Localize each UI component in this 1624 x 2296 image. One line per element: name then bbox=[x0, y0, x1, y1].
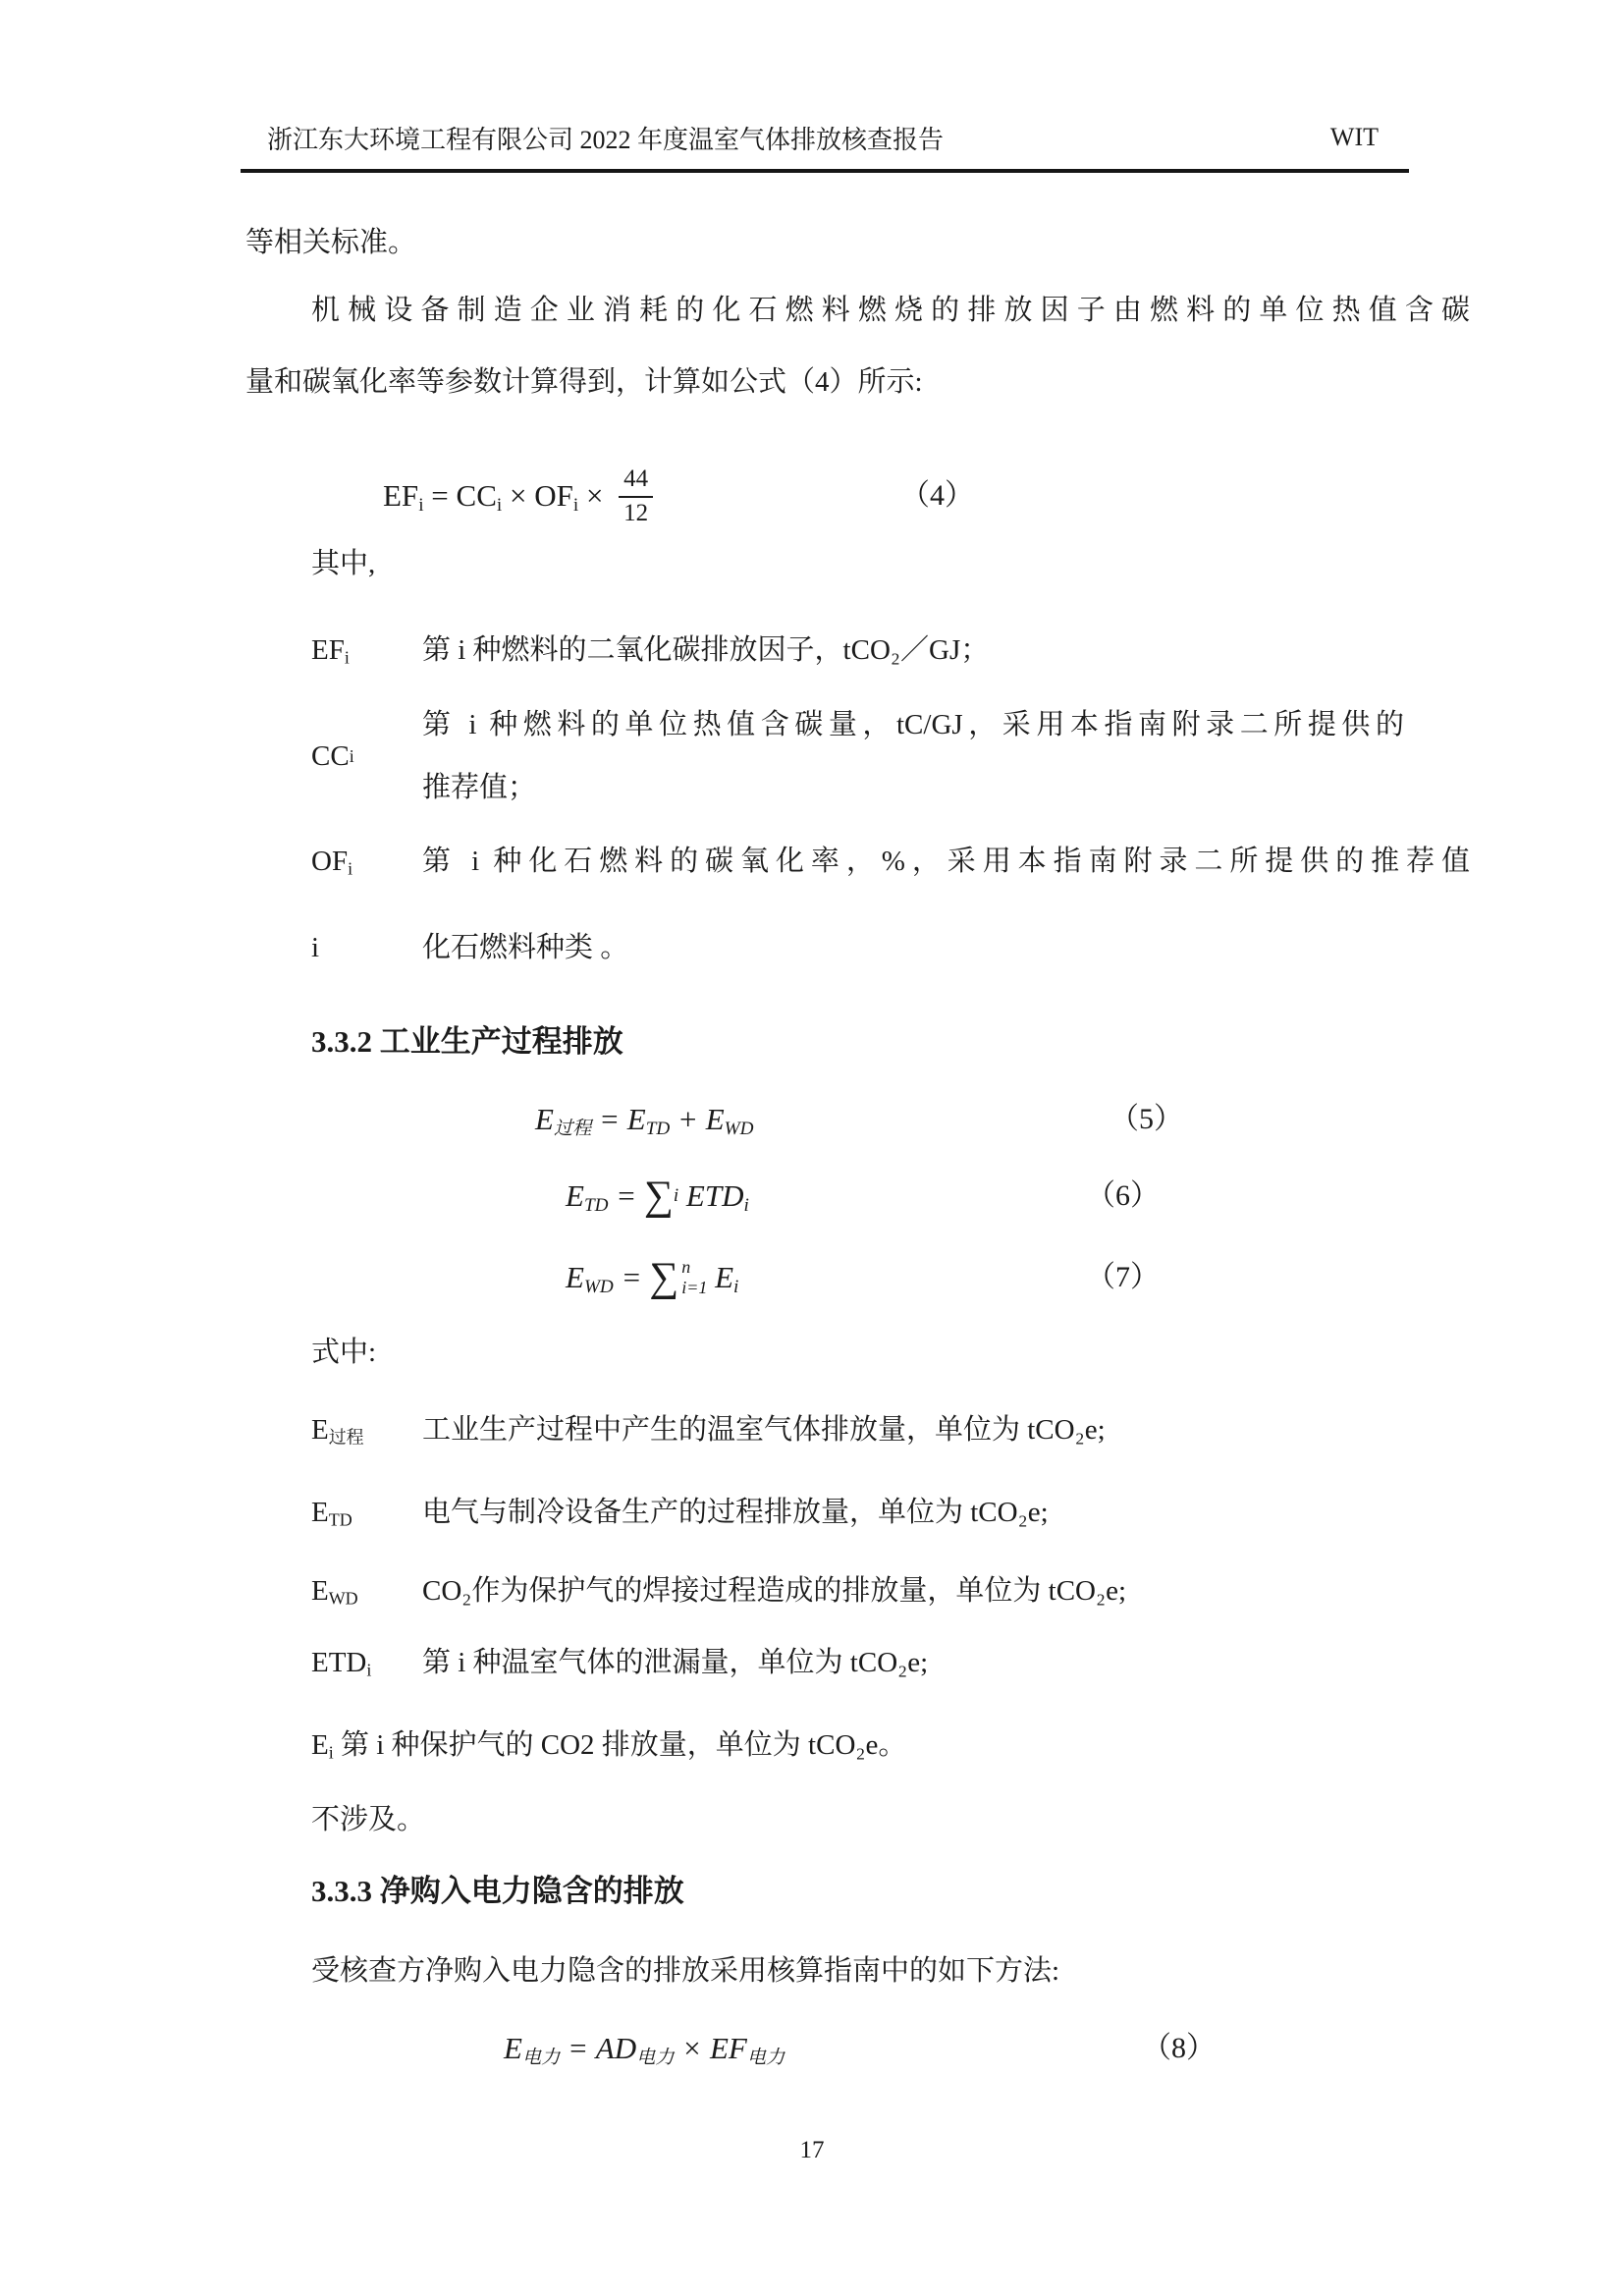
sum-symbol: ∑ i bbox=[643, 1173, 679, 1219]
shizhong-line bbox=[245, 1313, 1470, 1392]
definition-text: 工业生产过程中产生的温室气体排放量，单位为 tCO₂e; bbox=[422, 1414, 1106, 1446]
formula-4-sub: i bbox=[496, 494, 503, 516]
label-base: E bbox=[311, 1414, 329, 1446]
formula-4-sub: i bbox=[572, 494, 579, 516]
section-heading-text: 3.3.3 净购入电力隐含的排放 bbox=[311, 1874, 684, 1908]
label-sub: i bbox=[348, 858, 353, 879]
label-base: OF bbox=[311, 846, 349, 877]
formula-4-term: EF bbox=[383, 478, 419, 513]
formula-6-sub: TD bbox=[583, 1194, 609, 1216]
definition-label bbox=[311, 1391, 422, 1469]
header-rule bbox=[241, 169, 1409, 173]
formula-6 bbox=[245, 1157, 1404, 1235]
fraction-denominator: 12 bbox=[623, 499, 649, 526]
section-heading-text: 3.3.2 工业生产过程排放 bbox=[311, 1024, 623, 1059]
formula-5-term: E bbox=[535, 1102, 554, 1136]
among-text: 其中, bbox=[311, 548, 376, 579]
definition-text: 第 i 种保护气的 CO2 排放量，单位为 tCO₂e。 bbox=[340, 1729, 907, 1761]
label-base: E bbox=[311, 1729, 329, 1761]
formula-7-term: E bbox=[566, 1260, 584, 1294]
definition-text-line1: 第 i 种燃料的单位热值含碳量，tC/GJ，采用本指南附录二所提供的 bbox=[422, 709, 1404, 740]
definition-row-ewd bbox=[245, 1552, 1470, 1630]
shizhong-text: 式中: bbox=[311, 1337, 377, 1368]
not-involved-text: 不涉及。 bbox=[311, 1804, 426, 1835]
among-line bbox=[245, 524, 1470, 603]
formula-4-term: × bbox=[578, 478, 612, 513]
formula-8-number: （8） bbox=[1142, 2032, 1216, 2064]
formula-6-number: （6） bbox=[1086, 1179, 1160, 1212]
formula-8-term: E bbox=[504, 2031, 522, 2065]
definition-text-line2: 推荐值； bbox=[422, 772, 537, 803]
formula-4-term: × OF bbox=[502, 478, 573, 513]
header-mark: WIT bbox=[1329, 123, 1379, 151]
definition-text: CO₂作为保护气的焊接过程造成的排放量，单位为 tCO₂e; bbox=[422, 1575, 1127, 1607]
formula-5-sub: TD bbox=[645, 1118, 671, 1139]
formula-6-term: = bbox=[608, 1178, 644, 1213]
definition-row-etd bbox=[245, 1473, 1470, 1552]
definition-text: 电气与制冷设备生产的过程排放量，单位为 tCO₂e; bbox=[422, 1497, 1049, 1528]
label-sub: i bbox=[328, 1742, 334, 1763]
formula-5-expression bbox=[535, 1080, 754, 1159]
page-header bbox=[267, 116, 1379, 159]
sigma-glyph: ∑ bbox=[643, 1173, 674, 1219]
definition-text: 第 i 种温室气体的泄漏量，单位为 tCO₂e; bbox=[422, 1647, 929, 1678]
paragraph1-line1 bbox=[245, 271, 1470, 350]
label-sub: i bbox=[366, 1660, 372, 1680]
definition-row-etdi bbox=[245, 1623, 1470, 1702]
formula-7-expression bbox=[566, 1238, 738, 1317]
formula-7-term: E bbox=[707, 1260, 734, 1294]
paragraph1-line2-text: 量和碳氧化率等参数计算得到，计算如公式（4）所示: bbox=[245, 366, 923, 398]
formula-4-sub: i bbox=[418, 494, 424, 516]
formula-6-expression bbox=[566, 1157, 749, 1235]
fraction-44-12 bbox=[619, 465, 653, 528]
formula-8 bbox=[245, 2009, 1404, 2088]
page-number: 17 bbox=[799, 2137, 825, 2163]
formula-8-term: = AD bbox=[560, 2031, 637, 2065]
definition-row-ofi bbox=[245, 822, 1470, 901]
paragraph1-line1-text: 机械设备制造企业消耗的化石燃料燃烧的排放因子由燃料的单位热值含碳 bbox=[311, 295, 1470, 326]
fraction-numerator: 44 bbox=[619, 465, 653, 498]
definition-row-cci bbox=[245, 693, 1404, 819]
formula-7-sub: WD bbox=[583, 1276, 614, 1297]
definition-text: 化石燃料种类 。 bbox=[422, 932, 629, 963]
label-base: E bbox=[311, 1575, 329, 1607]
not-involved-line bbox=[245, 1780, 1470, 1859]
formula-8-expression bbox=[504, 2009, 785, 2088]
label-sub: 过程 bbox=[328, 1427, 364, 1448]
label-sub: WD bbox=[328, 1588, 358, 1609]
formula-5 bbox=[245, 1080, 1404, 1159]
formula-6-term: E bbox=[566, 1178, 584, 1213]
formula-6-term: ETD bbox=[678, 1178, 744, 1213]
formula-8-term: × EF bbox=[674, 2031, 747, 2065]
sum-upper-limit: n bbox=[681, 1257, 691, 1278]
intro-text: 等相关标准。 bbox=[245, 227, 417, 258]
formula-7-term: = bbox=[613, 1260, 650, 1294]
formula-8-sub: 电力 bbox=[746, 2047, 785, 2068]
definition-label bbox=[311, 822, 422, 901]
definition-label bbox=[311, 611, 422, 689]
formula-7-number: （7） bbox=[1086, 1261, 1160, 1293]
formula-5-term: = E bbox=[591, 1102, 646, 1136]
sum-lower-limit: i=1 bbox=[681, 1277, 708, 1297]
formula-5-sub: WD bbox=[724, 1118, 754, 1139]
definition-label bbox=[311, 1729, 334, 1761]
definition-label bbox=[311, 1623, 422, 1702]
label-base: ETD bbox=[311, 1647, 367, 1678]
definition-label bbox=[311, 908, 422, 987]
definition-label: CC i bbox=[311, 739, 354, 772]
section-heading-332 bbox=[245, 1003, 1470, 1081]
label-base: E bbox=[311, 1497, 329, 1528]
sum-limits bbox=[681, 1257, 707, 1297]
formula-5-sub: 过程 bbox=[553, 1118, 592, 1139]
definition-text bbox=[422, 693, 1404, 819]
label-sub: i bbox=[344, 647, 350, 668]
formula-5-term: + E bbox=[670, 1102, 725, 1136]
formula-4-term: = CC bbox=[423, 478, 497, 513]
paragraph2-line bbox=[245, 1932, 1470, 2010]
formula-8-sub: 电力 bbox=[521, 2047, 561, 2068]
sigma-glyph: ∑ bbox=[649, 1254, 679, 1300]
section-heading-333 bbox=[245, 1852, 1470, 1931]
formula-5-number: （5） bbox=[1110, 1103, 1183, 1135]
paragraph1-line2 bbox=[245, 343, 1404, 421]
body-line-intro bbox=[245, 203, 1404, 282]
label-base: CC bbox=[311, 739, 350, 772]
label-base: i bbox=[311, 932, 320, 963]
label-sub: TD bbox=[328, 1509, 352, 1530]
definition-row-ei bbox=[245, 1706, 1470, 1784]
header-title: 浙江东大环境工程有限公司 2022 年度温室气体排放核查报告 bbox=[267, 125, 945, 154]
formula-8-sub: 电力 bbox=[636, 2047, 675, 2068]
definition-text: 第 i 种化石燃料的碳氧化率，%，采用本指南附录二所提供的推荐值 bbox=[422, 846, 1470, 877]
definition-row-i bbox=[245, 908, 1470, 987]
formula-4-number: （4） bbox=[900, 479, 974, 512]
definition-label bbox=[311, 1473, 422, 1552]
paragraph2-text: 受核查方净购入电力隐含的排放采用核算指南中的如下方法: bbox=[311, 1955, 1060, 1987]
label-base: EF bbox=[311, 634, 345, 666]
definition-label bbox=[311, 1552, 422, 1630]
definition-row-efi bbox=[245, 611, 1470, 689]
definition-text: 第 i 种燃料的二氧化碳排放因子，tCO₂／GJ； bbox=[422, 634, 990, 666]
formula-6-sub: i bbox=[743, 1194, 749, 1216]
sum-symbol bbox=[649, 1254, 708, 1300]
formula-7-sub: i bbox=[733, 1276, 739, 1297]
definition-row-e-process bbox=[245, 1391, 1470, 1469]
formula-7 bbox=[245, 1238, 1404, 1317]
